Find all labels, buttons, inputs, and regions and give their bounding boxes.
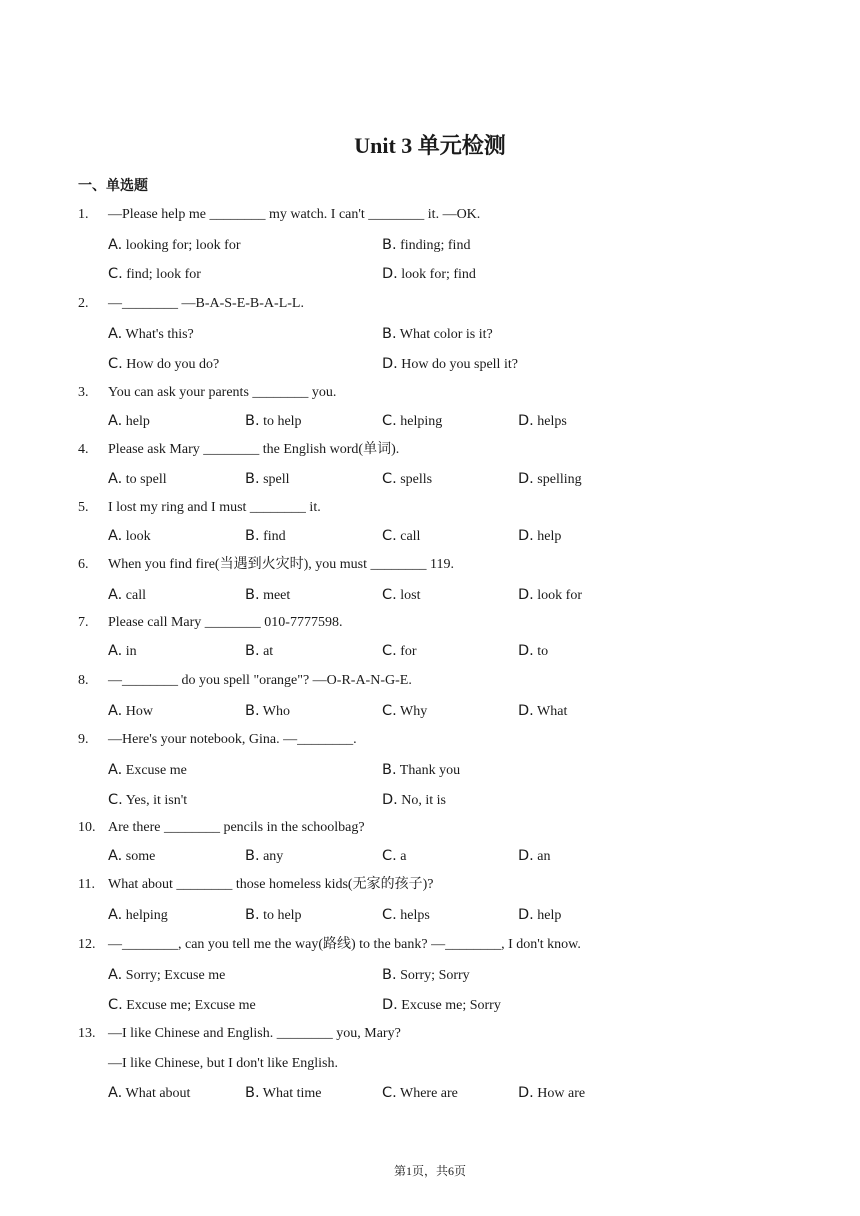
question-line [0, 730, 860, 750]
answer-option[interactable] [518, 701, 567, 721]
question-text: Please call Mary ________ 010-7777598. [108, 615, 343, 630]
option-letter: D. [518, 528, 534, 544]
page-footer: 第1页，共6页 [393, 1164, 466, 1178]
option-letter: D. [382, 792, 398, 808]
option-text: some [122, 849, 156, 864]
answer-option[interactable] [382, 324, 493, 344]
option-letter: B. [382, 237, 397, 253]
answer-option[interactable] [245, 469, 290, 489]
option-letter: C. [382, 471, 397, 487]
option-letter: D. [518, 587, 534, 603]
option-letter: D. [518, 643, 534, 659]
option-text: Excuse me; Sorry [397, 998, 501, 1013]
option-text: What [533, 704, 568, 719]
option-letter: D. [382, 997, 398, 1013]
question-line [0, 1054, 860, 1074]
option-text: How [122, 704, 154, 719]
option-text: How are [533, 1086, 586, 1101]
option-text: Yes, it isn't [122, 793, 188, 808]
question-text: —________, can you tell me the way(路线) to the bank? —________, I don't know. [108, 937, 581, 952]
answer-option[interactable] [245, 526, 286, 546]
option-text: an [533, 849, 551, 864]
answer-option[interactable] [382, 469, 432, 489]
answer-option[interactable] [108, 641, 137, 661]
answer-option[interactable] [518, 1083, 585, 1103]
option-text: Where are [396, 1086, 458, 1101]
question-number: 11. [78, 877, 95, 892]
option-letter: A. [108, 762, 123, 778]
option-text: help [533, 908, 562, 923]
option-letter: A. [108, 848, 123, 864]
option-text: Sorry; Excuse me [122, 968, 226, 983]
option-text: help [122, 414, 150, 429]
option-text: meet [259, 588, 291, 603]
answer-option[interactable] [518, 846, 551, 866]
answer-option[interactable] [245, 1083, 322, 1103]
question-number: 9. [78, 732, 89, 747]
option-text: a [396, 849, 407, 864]
option-text: to spell [122, 472, 167, 487]
question-text: —Please help me ________ my watch. I can't ________ it. —OK. [108, 207, 481, 222]
answer-option[interactable] [108, 701, 153, 721]
option-letter: B. [382, 326, 397, 342]
question-text: I lost my ring and I must ________ it. [108, 500, 321, 515]
question-number: 6. [78, 557, 89, 572]
option-letter: D. [518, 413, 534, 429]
question-text: —I like Chinese and English. ________ you, Mary? [108, 1026, 401, 1041]
answer-option[interactable] [382, 264, 476, 284]
answer-option[interactable] [245, 411, 302, 431]
answer-option[interactable] [382, 354, 518, 374]
option-text: to [533, 644, 549, 659]
option-text: looking for; look for [122, 238, 241, 253]
answer-option[interactable] [108, 585, 146, 605]
question-number: 10. [78, 820, 96, 835]
option-letter: B. [245, 1085, 260, 1101]
option-letter: B. [245, 471, 260, 487]
answer-option[interactable] [382, 411, 442, 431]
option-text: look [122, 529, 151, 544]
answer-option[interactable] [108, 354, 219, 374]
answer-option[interactable] [245, 641, 273, 661]
option-text: What color is it? [396, 327, 493, 342]
option-text: call [396, 529, 421, 544]
option-text: helping [396, 414, 443, 429]
option-letter: B. [245, 907, 260, 923]
option-text: look for [533, 588, 582, 603]
option-text: What time [259, 1086, 322, 1101]
option-text: for [396, 644, 417, 659]
option-text: Excuse me [122, 763, 187, 778]
option-letter: D. [518, 703, 534, 719]
option-text: in [122, 644, 137, 659]
option-letter: C. [382, 413, 397, 429]
option-text: Why [396, 704, 428, 719]
option-text: helping [122, 908, 168, 923]
question-text: —________ —B-A-S-E-B-A-L-L. [108, 296, 304, 311]
answer-option[interactable] [245, 846, 283, 866]
question-number: 5. [78, 500, 89, 515]
option-letter: B. [245, 587, 260, 603]
option-text: Sorry; Sorry [396, 968, 470, 983]
option-letter: A. [108, 528, 123, 544]
answer-option[interactable] [382, 641, 417, 661]
option-text: Excuse me; Excuse me [122, 998, 256, 1013]
option-letter: D. [382, 266, 398, 282]
option-text: help [533, 529, 562, 544]
option-letter: D. [518, 1085, 534, 1101]
question-text: —________ do you spell "orange"? —O-R-A-N-G-E. [108, 673, 412, 688]
option-letter: C. [108, 356, 123, 372]
option-letter: A. [108, 967, 123, 983]
option-text: Who [259, 704, 291, 719]
answer-option[interactable] [108, 1083, 190, 1103]
option-letter: B. [245, 703, 260, 719]
option-text: spells [396, 472, 433, 487]
question-number: 13. [78, 1026, 96, 1041]
question-text: You can ask your parents ________ you. [108, 385, 337, 400]
option-letter: A. [108, 643, 123, 659]
answer-option[interactable] [518, 585, 582, 605]
option-letter: D. [382, 356, 398, 372]
question-line [0, 935, 860, 955]
question-line [0, 613, 860, 633]
answer-option[interactable] [518, 526, 561, 546]
option-text: call [122, 588, 146, 603]
answer-option[interactable] [518, 641, 548, 661]
option-text: How do you do? [122, 357, 220, 372]
option-letter: C. [382, 703, 397, 719]
answer-option[interactable] [245, 701, 290, 721]
question-number: 8. [78, 673, 89, 688]
answer-option[interactable] [108, 526, 151, 546]
option-letter: C. [382, 848, 397, 864]
option-text: to help [259, 908, 302, 923]
answer-option[interactable] [382, 846, 406, 866]
question-text: What about ________ those homeless kids(无家的孩子)? [108, 877, 434, 892]
option-letter: B. [245, 643, 260, 659]
question-number: 1. [78, 207, 89, 222]
question-number: 3. [78, 385, 89, 400]
option-letter: D. [518, 907, 534, 923]
option-letter: A. [108, 471, 123, 487]
answer-option[interactable] [108, 965, 225, 985]
option-letter: B. [382, 967, 397, 983]
question-text: —Here's your notebook, Gina. —________. [108, 732, 357, 747]
question-line [0, 383, 860, 403]
option-text: Thank you [396, 763, 461, 778]
question-text: Are there ________ pencils in the schoolbag? [108, 820, 365, 835]
page-title: Unit 3 单元检测 [354, 133, 506, 158]
option-letter: C. [108, 792, 123, 808]
option-letter: A. [108, 703, 123, 719]
answer-option[interactable] [382, 905, 430, 925]
option-text: any [259, 849, 284, 864]
option-text: helps [533, 414, 567, 429]
question-text: When you find fire(当遇到火灾时), you must ________ 119. [108, 557, 454, 572]
answer-option[interactable] [108, 324, 194, 344]
answer-option[interactable] [382, 1083, 458, 1103]
answer-option[interactable] [382, 760, 460, 780]
option-letter: C. [382, 528, 397, 544]
option-text: How do you spell it? [397, 357, 518, 372]
question-text: —I like Chinese, but I don't like English. [108, 1056, 338, 1071]
option-letter: C. [382, 1085, 397, 1101]
question-line [0, 205, 860, 225]
question-number: 7. [78, 615, 89, 630]
option-letter: B. [245, 413, 260, 429]
option-letter: D. [518, 848, 534, 864]
option-text: at [259, 644, 274, 659]
answer-option[interactable] [108, 905, 168, 925]
answer-option[interactable] [382, 790, 446, 810]
question-number: 2. [78, 296, 89, 311]
answer-option[interactable] [382, 701, 427, 721]
option-letter: B. [382, 762, 397, 778]
question-number: 12. [78, 937, 96, 952]
question-line [0, 555, 860, 575]
answer-option[interactable] [108, 264, 201, 284]
option-text: spelling [533, 472, 582, 487]
answer-option[interactable] [108, 469, 167, 489]
section-heading: 一、单选题 [78, 178, 148, 194]
answer-option[interactable] [382, 526, 420, 546]
option-text: What's this? [122, 327, 194, 342]
option-letter: A. [108, 587, 123, 603]
answer-option[interactable] [108, 995, 256, 1015]
option-letter: C. [382, 907, 397, 923]
answer-option[interactable] [382, 235, 470, 255]
option-text: spell [259, 472, 290, 487]
question-line [0, 440, 860, 460]
answer-option[interactable] [245, 905, 302, 925]
option-letter: A. [108, 237, 123, 253]
option-letter: A. [108, 1085, 123, 1101]
option-text: helps [396, 908, 430, 923]
option-letter: C. [382, 587, 397, 603]
question-line [0, 875, 860, 895]
answer-option[interactable] [518, 411, 567, 431]
question-line [0, 498, 860, 518]
option-letter: D. [518, 471, 534, 487]
question-line [0, 1024, 860, 1044]
option-text: No, it is [397, 793, 447, 808]
option-text: look for; find [397, 267, 476, 282]
question-line [0, 818, 860, 838]
option-text: find [259, 529, 286, 544]
option-letter: A. [108, 413, 123, 429]
answer-option[interactable] [108, 846, 155, 866]
answer-option[interactable] [108, 790, 187, 810]
option-letter: A. [108, 907, 123, 923]
question-text: Please ask Mary ________ the English word(单词). [108, 442, 400, 457]
answer-option[interactable] [382, 585, 420, 605]
question-line [0, 671, 860, 691]
option-text: finding; find [396, 238, 471, 253]
answer-option[interactable] [108, 760, 187, 780]
option-letter: A. [108, 326, 123, 342]
answer-option[interactable] [518, 905, 561, 925]
option-letter: B. [245, 848, 260, 864]
answer-option[interactable] [108, 411, 150, 431]
option-text: lost [396, 588, 421, 603]
option-letter: C. [108, 997, 123, 1013]
answer-option[interactable] [245, 585, 290, 605]
option-letter: C. [382, 643, 397, 659]
question-number: 4. [78, 442, 89, 457]
option-text: What about [122, 1086, 191, 1101]
question-line [0, 294, 860, 314]
option-letter: C. [108, 266, 123, 282]
option-letter: B. [245, 528, 260, 544]
option-text: find; look for [122, 267, 201, 282]
answer-option[interactable] [108, 235, 241, 255]
option-text: to help [259, 414, 302, 429]
answer-option[interactable] [382, 965, 470, 985]
answer-option[interactable] [382, 995, 501, 1015]
answer-option[interactable] [518, 469, 582, 489]
